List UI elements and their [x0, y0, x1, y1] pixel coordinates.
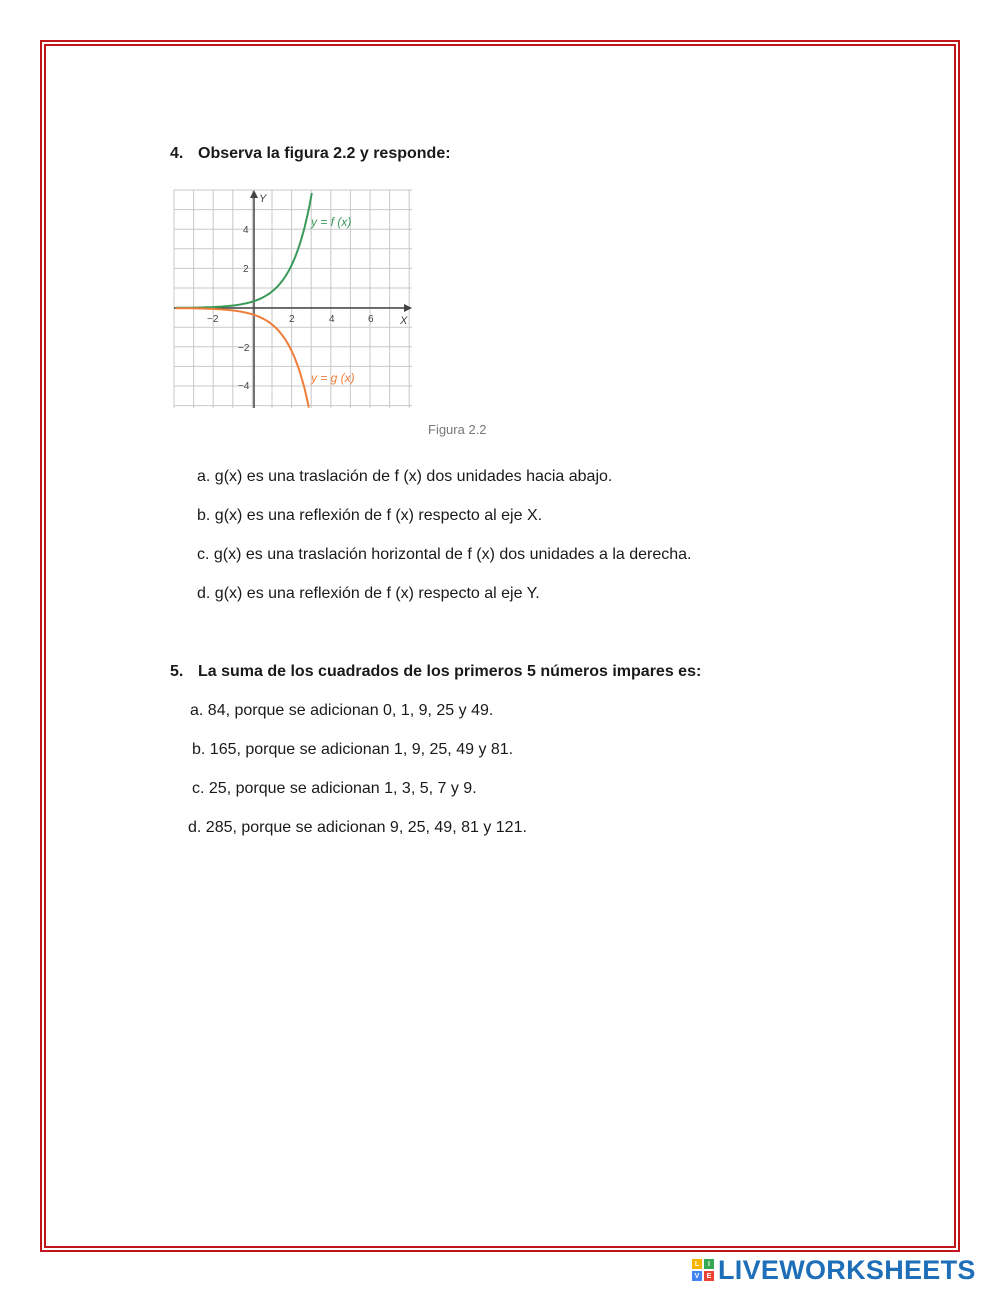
y-tick-label: −4 — [238, 381, 250, 392]
x-axis-label: X — [400, 315, 408, 327]
x-tick-label: −2 — [207, 314, 219, 325]
question-4-number: 4. — [170, 145, 184, 162]
question-5-option-b[interactable]: b. 165, porque se adicionan 1, 9, 25, 49 y 81. — [192, 741, 514, 758]
figure-caption: Figura 2.2 — [428, 422, 487, 437]
logo-square: L — [692, 1259, 702, 1269]
figure-2-2-graph — [172, 186, 492, 442]
question-4-option-c[interactable]: c. g(x) es una traslación horizontal de f (x) dos unidades a la derecha. — [197, 546, 692, 563]
question-5-text: La suma de los cuadrados de los primeros 5 números impares es: — [198, 663, 702, 680]
question-4-text: Observa la figura 2.2 y responde: — [198, 145, 451, 162]
y-axis-arrow-icon — [250, 190, 258, 198]
y-tick-label: 4 — [243, 225, 249, 236]
question-5-option-a[interactable]: a. 84, porque se adicionan 0, 1, 9, 25 y 49. — [190, 702, 494, 719]
y-tick-label: 2 — [243, 264, 249, 275]
logo-text: LIVEWORKSHEETS — [718, 1254, 976, 1285]
question-5-title — [170, 663, 701, 681]
question-4-option-d[interactable]: d. g(x) es una reflexión de f (x) respecto al eje Y. — [197, 585, 540, 602]
logo-square: I — [704, 1259, 714, 1269]
question-5-option-c[interactable]: c. 25, porque se adicionan 1, 3, 5, 7 y 9. — [192, 780, 477, 797]
x-tick-label: 4 — [329, 314, 335, 325]
question-4-option-b[interactable]: b. g(x) es una reflexión de f (x) respecto al eje X. — [197, 507, 543, 524]
x-axis-arrow-icon — [404, 304, 412, 312]
x-tick-label: 6 — [368, 314, 374, 325]
logo-square: V — [692, 1271, 702, 1281]
question-5-number: 5. — [170, 663, 184, 680]
g-curve-label: y = g (x) — [311, 371, 355, 385]
graph-grid — [174, 190, 412, 408]
logo-squares-icon — [692, 1259, 714, 1281]
f-curve-label: y = f (x) — [311, 215, 352, 229]
question-4-title — [170, 145, 451, 163]
x-tick-label: 2 — [289, 314, 295, 325]
question-4-option-a[interactable]: a. g(x) es una traslación de f (x) dos unidades hacia abajo. — [197, 468, 613, 485]
y-axis-label: Y — [259, 193, 267, 205]
logo-square: E — [704, 1271, 714, 1281]
liveworksheets-logo — [692, 1255, 976, 1285]
question-5-option-d[interactable]: d. 285, porque se adicionan 9, 25, 49, 81 y 121. — [188, 819, 527, 836]
y-tick-label: −2 — [238, 343, 250, 354]
